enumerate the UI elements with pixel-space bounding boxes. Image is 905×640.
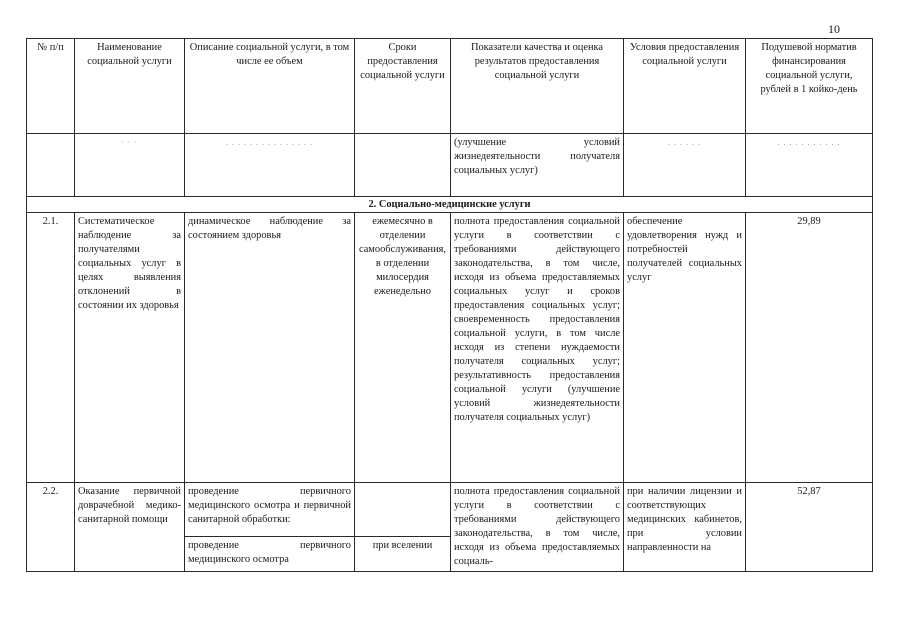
table-row-continuation <box>27 134 873 197</box>
table-row <box>27 483 873 537</box>
cont-num <box>27 134 75 197</box>
row-num: 2.1. <box>27 213 75 483</box>
header-name: Наименование социальной услуги <box>75 39 185 134</box>
row-terms-b: при вселении <box>355 537 451 572</box>
section-title: 2. Социально-медицинские услуги <box>27 197 873 213</box>
row-description-a: проведение первичного медицинского осмотра и первичной санитарной обработки: <box>185 483 355 537</box>
section-row <box>27 197 873 213</box>
cont-quality: (улучшение условий жизнедеятельности получателя социальных услуг) <box>451 134 624 197</box>
header-num: № п/п <box>27 39 75 134</box>
row-num: 2.2. <box>27 483 75 572</box>
row-conditions: при наличии лицензии и соответствующих медицинских кабинетов, при условии направленности на <box>624 483 746 572</box>
row-terms-a <box>355 483 451 537</box>
cont-name-dots: · · · <box>75 134 185 197</box>
row-norm: 29,89 <box>746 213 873 483</box>
header-terms: Сроки предоставления социальной услуги <box>355 39 451 134</box>
header-norm: Подушевой норматив финансирования социальной услуги, рублей в 1 койко-день <box>746 39 873 134</box>
row-quality: полнота предоставления социальной услуги в соответствии с требованиями действующего законодательства, в том числе, исходя из объема предоставляемых социаль- <box>451 483 624 572</box>
cont-description-dots: . . . . . . . . . . . . . . . <box>185 134 355 197</box>
row-terms: ежемесячно в отделении самообслуживания, в отделении милосердия еженедельно <box>355 213 451 483</box>
services-table <box>26 38 873 572</box>
header-description: Описание социальной услуги, в том числе ее объем <box>185 39 355 134</box>
header-quality: Показатели качества и оценка результатов предоставления социальной услуги <box>451 39 624 134</box>
table-row <box>27 213 873 483</box>
cont-conditions-dots: . . . . . . <box>624 134 746 197</box>
row-norm: 52,87 <box>746 483 873 572</box>
cont-norm-dots: . . . . . . . . . . . <box>746 134 873 197</box>
row-name: Оказание первичной доврачебной медико-санитарной помощи <box>75 483 185 572</box>
row-quality: полнота предоставления социальной услуги в соответствии с требованиями действующего законодательства, в том числе, исходя из объема предоставляемых социальных услуг и сроков предоставления социальных услуг; своевременность предоставления социальной услуги, в том числе исходя из степени нуждаемости получателя социальных услуг; результативность предоставления социальной услуги (улучшение условий жизнедеятельности получателя социальных услуг) <box>451 213 624 483</box>
cont-terms <box>355 134 451 197</box>
row-description-b: проведение первичного медицинского осмотра <box>185 537 355 572</box>
row-name: Систематическое наблюдение за получателями социальных услуг в целях выявления отклонений в состоянии их здоровья <box>75 213 185 483</box>
row-description: динамическое наблюдение за состоянием здоровья <box>185 213 355 483</box>
header-conditions: Условия предоставления социальной услуги <box>624 39 746 134</box>
row-conditions: обеспечение удовлетворения нужд и потребностей получателей социальных услуг <box>624 213 746 483</box>
page-number: 10 <box>828 22 840 36</box>
table-header-row <box>27 39 873 134</box>
